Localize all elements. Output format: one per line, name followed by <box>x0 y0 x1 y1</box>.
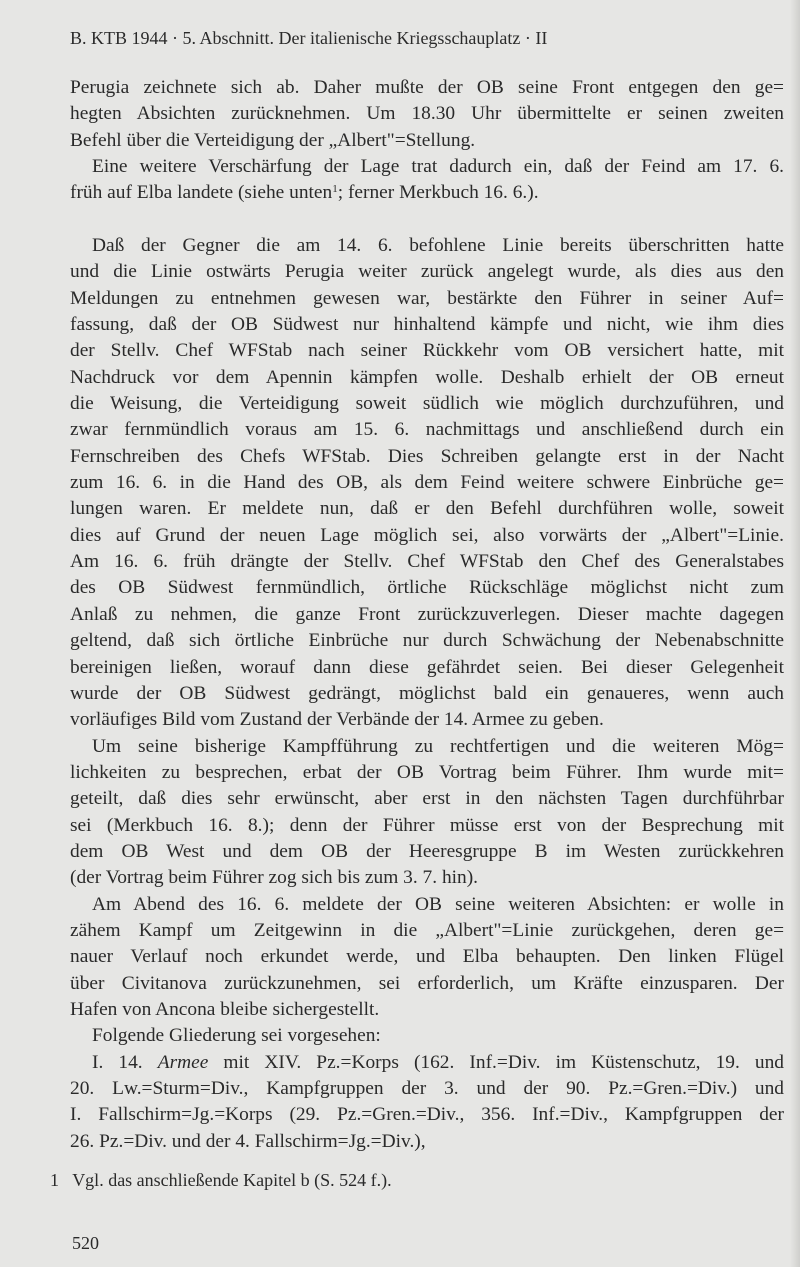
text-segment: 20. Lw.=Sturm=Div., Kampfgruppen der 3. und der 90. Pz.=Gren.=Div.) und <box>70 1078 784 1099</box>
text-segment: Um seine bisherige Kampfführung zu rechtfertigen und die weiteren Mög= <box>92 735 784 757</box>
text-segment: zum 16. 6. in die Hand des OB, als dem Feind weitere schwere Einbrüche ge= <box>70 472 784 494</box>
text-line <box>70 813 784 839</box>
text-line <box>70 180 784 206</box>
text-line <box>70 286 784 312</box>
text-segment: Meldungen zu entnehmen gewesen war, bestärkte den Führer in seiner Auf= <box>70 287 784 309</box>
text-segment: Fernschreiben des Chefs WFStab. Dies Schreiben gelangte erst in der Nacht <box>70 445 784 467</box>
text-line <box>70 760 784 786</box>
text-line <box>70 1023 784 1049</box>
text-line <box>70 681 784 707</box>
footnote <box>50 1170 392 1191</box>
text-segment: früh auf Elba landete (siehe unten <box>70 182 333 204</box>
text-segment: Perugia zeichnete sich ab. Daher mußte der OB seine Front entgegen den ge= <box>70 77 784 98</box>
text-segment: des OB Südwest fernmündlich, örtliche Rückschläge möglichst nicht zum <box>70 577 784 599</box>
text-line <box>70 839 784 865</box>
text-line <box>70 918 784 944</box>
text-segment: sei (Merkbuch 16. 8.); denn der Führer müsse erst von der Besprechung mit <box>70 814 784 836</box>
text-segment: dem OB West und dem OB der Heeresgruppe B im Westen zurückkehren <box>70 840 784 862</box>
text-block-2 <box>70 233 784 1155</box>
text-line <box>70 628 784 654</box>
text-line <box>70 549 784 575</box>
text-segment: Nachdruck vor dem Apennin kämpfen wolle. Deshalb erhielt der OB erneut <box>70 366 784 388</box>
text-segment: dies auf Grund der neuen Lage möglich sei, also vorwärts der „Albert"=Linie. <box>70 524 784 546</box>
text-segment: lungen waren. Er meldete nun, daß er den Befehl durchführen wolle, soweit <box>70 498 784 520</box>
text-segment: mit XIV. Pz.=Korps (162. Inf.=Div. im Küstenschutz, 19. und <box>208 1051 784 1073</box>
text-segment: vorläufiges Bild vom Zustand der Verbände der 14. Armee zu geben. <box>70 709 604 731</box>
text-line <box>70 734 784 760</box>
text-line <box>70 101 784 127</box>
text-segment: Hafen von Ancona bleibe sichergestellt. <box>70 998 380 1020</box>
text-segment: der Stellv. Chef WFStab nach seiner Rückkehr vom OB versichert hatte, mit <box>70 340 784 362</box>
text-line <box>70 417 784 443</box>
text-segment: 26. Pz.=Div. und der 4. Fallschirm=Jg.=Div.), <box>70 1130 426 1152</box>
text-segment: die Weisung, die Verteidigung soweit südlich wie möglich durchzuführen, und <box>70 393 784 415</box>
text-segment: wurde der OB Südwest gedrängt, möglichst bald ein genaueres, wenn auch <box>70 682 784 704</box>
text-line <box>70 312 784 338</box>
text-segment: Daß der Gegner die am 14. 6. befohlene Linie bereits überschritten hatte <box>92 235 784 256</box>
text-segment: Armee <box>157 1051 209 1073</box>
text-segment: I. Fallschirm=Jg.=Korps (29. Pz.=Gren.=Div., 356. Inf.=Div., Kampfgruppen der <box>70 1104 784 1126</box>
text-line <box>70 391 784 417</box>
text-line <box>70 971 784 997</box>
text-line <box>70 259 784 285</box>
text-block-1 <box>70 75 784 207</box>
footnote-number: 1 <box>50 1170 59 1190</box>
text-segment: und die Linie ostwärts Perugia weiter zurück angelegt wurde, als dies aus den <box>70 261 784 283</box>
text-line <box>70 997 784 1023</box>
text-line <box>70 523 784 549</box>
text-line <box>70 75 784 101</box>
text-segment: fassung, daß der OB Südwest nur hinhaltend kämpfe und nicht, wie ihm dies <box>70 314 784 336</box>
text-segment: geteilt, daß dies sehr erwünscht, aber erst in den nächsten Tagen durchführbar <box>70 788 784 810</box>
page-edge-shadow <box>790 0 800 1267</box>
text-segment: I. 14. <box>92 1051 158 1073</box>
text-line <box>70 365 784 391</box>
text-segment: Eine weitere Verschärfung der Lage trat dadurch ein, daß der Feind am 17. 6. <box>92 156 784 178</box>
text-segment: Anlaß zu nehmen, die ganze Front zurückzuverlegen. Dieser machte dagegen <box>70 603 784 625</box>
text-line <box>70 444 784 470</box>
running-header: B. KTB 1944 · 5. Abschnitt. Der italienische Kriegsschauplatz · II <box>70 28 548 48</box>
text-line <box>70 496 784 522</box>
text-line <box>70 786 784 812</box>
text-line <box>70 575 784 601</box>
text-line <box>70 1129 784 1155</box>
text-line <box>70 707 784 733</box>
text-segment: zwar fernmündlich voraus am 15. 6. nachmittags und anschließend durch ein <box>70 419 784 441</box>
footnote-text: Vgl. das anschließende Kapitel b (S. 524 f.). <box>72 1170 392 1190</box>
text-segment: zähem Kampf um Zeitgewinn in die „Albert"=Linie zurückgehen, deren ge= <box>70 919 784 941</box>
text-line <box>70 128 784 154</box>
text-line <box>70 944 784 970</box>
text-segment: Folgende Gliederung sei vorgesehen: <box>92 1025 381 1047</box>
text-line <box>70 1102 784 1128</box>
text-line <box>70 1076 784 1102</box>
text-segment: (der Vortrag beim Führer zog sich bis zum 3. 7. hin). <box>70 867 479 889</box>
text-line <box>70 1050 784 1076</box>
footnote-reference: 1 <box>332 183 338 196</box>
text-segment: ; ferner Merkbuch 16. 6.). <box>337 182 539 204</box>
text-line <box>70 154 784 180</box>
text-line <box>70 338 784 364</box>
text-segment: bereinigen ließen, worauf dann diese gefährdet seien. Bei dieser Gelegenheit <box>70 656 784 678</box>
text-segment: Befehl über die Verteidigung der „Albert"=Stellung. <box>70 129 476 151</box>
text-segment: nauer Verlauf noch erkundet werde, und Elba behaupten. Den linken Flügel <box>70 946 784 968</box>
text-segment: Am 16. 6. früh drängte der Stellv. Chef WFStab den Chef des Generalstabes <box>70 551 784 573</box>
text-line <box>70 470 784 496</box>
text-segment: lichkeiten zu besprechen, erbat der OB Vortrag beim Führer. Ihm wurde mit= <box>70 761 784 783</box>
text-segment: Am Abend des 16. 6. meldete der OB seine weiteren Absichten: er wolle in <box>92 893 784 915</box>
text-segment: über Civitanova zurückzunehmen, sei erforderlich, um Kräfte einzusparen. Der <box>70 972 784 994</box>
text-line <box>70 865 784 891</box>
text-segment: hegten Absichten zurücknehmen. Um 18.30 Uhr übermittelte er seinen zweiten <box>70 103 784 125</box>
text-line <box>70 233 784 259</box>
text-line <box>70 602 784 628</box>
page-number: 520 <box>72 1233 99 1253</box>
text-line <box>70 655 784 681</box>
text-line <box>70 892 784 918</box>
text-segment: geltend, daß sich örtliche Einbrüche nur durch Schwächung der Nebenabschnitte <box>70 630 784 652</box>
